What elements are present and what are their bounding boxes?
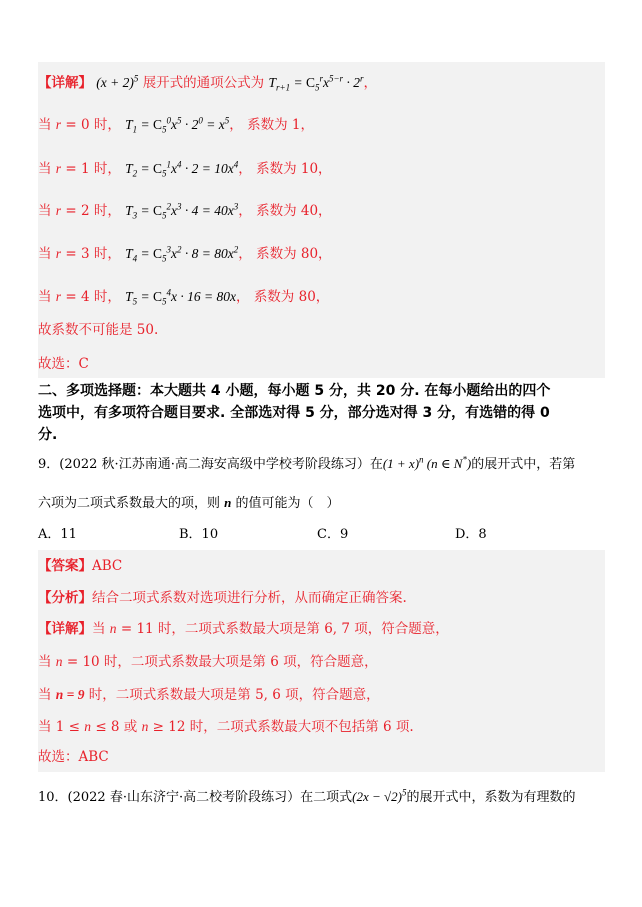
option-b[interactable]: B．10: [179, 527, 219, 542]
option-a[interactable]: A．11: [38, 527, 77, 542]
case-r2: 当 r = 2 时， $T_3 = C_5^2x^3 \cdot 4 = 40x^3$， 系数为 40，: [38, 201, 332, 221]
q9-detail-line2: 当 n = 10 时，二项式系数最大项是第 6 项，符合题意，: [38, 654, 378, 670]
detail-text: 展开式的通项公式为: [142, 75, 265, 91]
section-heading: 二、多项选择题：本大题共 4 小题，每小题 5 分，共 20 分. 在每小题给出的四个 选项中，有多项符合题目要求. 全部选对得 5 分，部分选对得 3 分，有选错的得 0 分.: [38, 383, 551, 443]
analysis-tag: 【分析】: [38, 590, 92, 606]
detail-tag: 【详解】: [38, 75, 92, 91]
q9-detail-line4: 当 1 ≤ n ≤ 8 或 n ≥ 12 时，二项式系数最大项不包括第 6 项.: [38, 719, 414, 735]
coef-text: 系数为 1，: [247, 117, 314, 133]
q10-stem: 10．(2022 春·山东济宁·高二校考阶段练习）在二项式$(2x - √2)^5$的展开式中，系数为有理数的: [38, 787, 576, 805]
q9-stem-line1: 9．(2022 秋·江苏南通·高二海安高级中学校考阶段练习）在$(1 + x)^n$ (n ∈ N*)的展开式中，若第: [38, 454, 576, 472]
q8-conclusion: 故系数不可能是 50.: [38, 322, 159, 338]
q9-final-answer: 故选：ABC: [38, 749, 109, 765]
case-r1: 当 r = 1 时， $T_2 = C_5^1x^4 \cdot 2 = 10x^4$， 系数为 10，: [38, 159, 332, 179]
q9-answer-line: [38, 557, 122, 575]
case-r0: 当 r = 0 时， $T_1 = C_5^0x^5 \cdot 2^0 = x^5$， 系数为 1，: [38, 115, 314, 135]
case-r3: 当 r = 3 时， $T_4 = C_5^3x^2 \cdot 8 = 80x^2$， 系数为 80，: [38, 244, 332, 264]
q9-analysis-line: [38, 589, 407, 607]
option-d[interactable]: D．8: [455, 527, 487, 542]
answer-value: ABC: [92, 558, 123, 574]
coef-text: 系数为 40，: [256, 203, 332, 219]
q8-answer: 故选：C: [38, 356, 89, 372]
answer-tag: 【答案】: [38, 558, 92, 574]
analysis-text: 结合二项式系数对选项进行分析，从而确定正确答案.: [92, 590, 407, 606]
q9-detail-line1: 【详解】当 n = 11 时，二项式系数最大项是第 6, 7 项，符合题意，: [38, 621, 449, 637]
general-term-formula: $T_{r+1} = C_5^rx^{5-r} \cdot 2^r$: [268, 73, 364, 93]
coef-text: 系数为 80，: [253, 289, 330, 305]
case-r4: 当 r = 4 时， $T_5 = C_5^4x \cdot 16 = 80x$， 系数为 80，: [38, 287, 330, 307]
q9-detail-line3: 当 n = 9 时，二项式系数最大项是第 5, 6 项，符合题意，: [38, 687, 380, 703]
q8-detail-line: 【详解】 $(x + 2)^5$ 展开式的通项公式为 $T_{r+1} = C_5^rx^{5-r} \cdot 2^r$，: [38, 73, 377, 93]
coef-text: 系数为 80，: [256, 246, 332, 262]
option-c[interactable]: C．9: [317, 527, 349, 542]
binomial-expression: $(x + 2)^5$: [96, 73, 139, 90]
q9-stem-line2: 六项为二项式系数最大的项，则 n 的值可能为（ ）: [38, 495, 340, 511]
coef-text: 系数为 10，: [256, 161, 332, 177]
